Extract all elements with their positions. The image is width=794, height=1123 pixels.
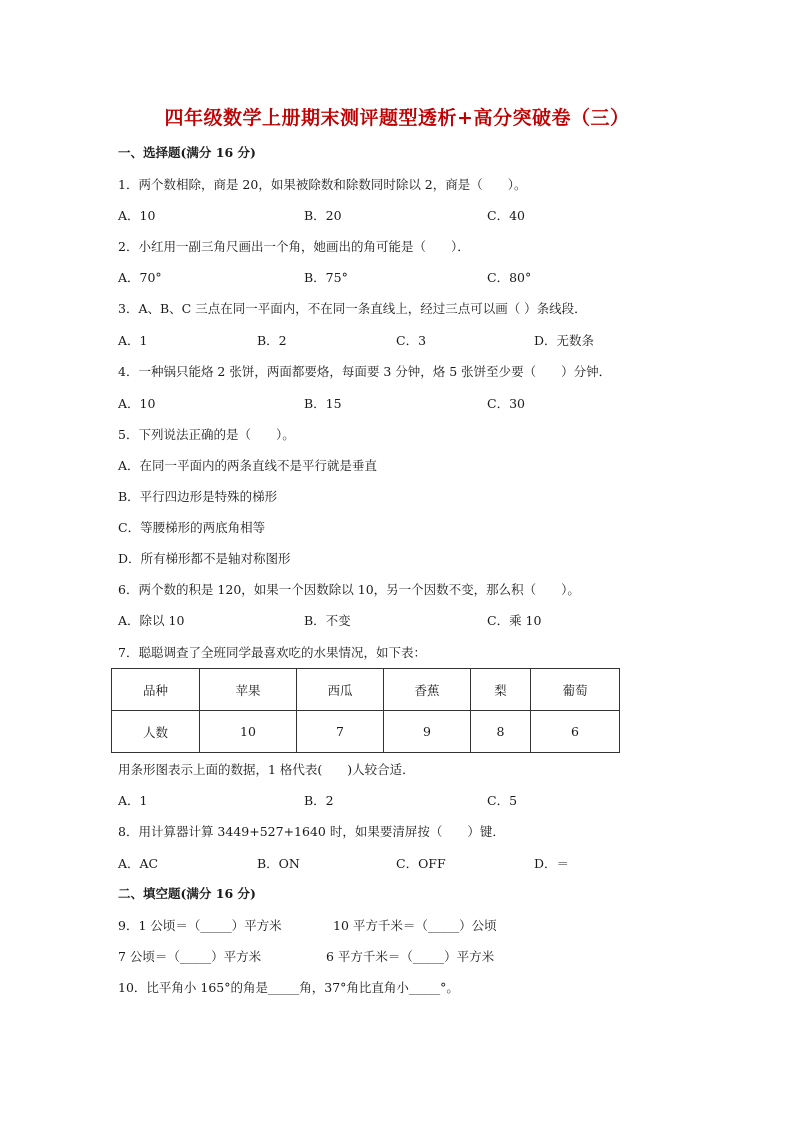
q8-option-b: B．ON — [257, 856, 300, 871]
question-3: 3．A、B、C 三点在同一平面内，不在同一条直线上，经过三点可以画（ ）条线段． — [118, 301, 587, 316]
question-10: 10．比平角小 165°的角是_____角，37°角比直角小_____°。 — [118, 980, 459, 995]
q6-option-a: A．除以 10 — [118, 613, 185, 628]
q3-option-b: B．2 — [257, 333, 287, 348]
q1-option-a: A．10 — [118, 208, 156, 223]
q4-option-a: A．10 — [118, 396, 156, 411]
q3-option-d: D．无数条 — [534, 333, 595, 348]
question-9-d: 6 平方千米＝（_____）平方米 — [326, 949, 495, 964]
question-5: 5．下列说法正确的是（ ）。 — [118, 427, 295, 442]
q1-option-b: B．20 — [304, 208, 342, 223]
q4-option-c: C．30 — [487, 396, 525, 411]
q7-option-b: B．2 — [304, 793, 334, 808]
question-6: 6．两个数的积是 120，如果一个因数除以 10，另一个因数不变，那么积（ ）。 — [118, 582, 580, 597]
question-4: 4．一种锅只能烙 2 张饼，两面都要烙，每面要 3 分钟，烙 5 张饼至少要（ ）分钟． — [118, 364, 612, 379]
q2-option-a: A．70° — [118, 270, 162, 285]
table-cell: 西瓜 — [297, 669, 384, 711]
page-title: 四年级数学上册期末测评题型透析+高分突破卷（三） — [164, 107, 630, 129]
q8-option-d: D．＝ — [534, 856, 570, 871]
question-7-prompt: 用条形图表示上面的数据，1 格代表( )人较合适． — [118, 762, 415, 777]
table-row — [112, 669, 620, 711]
table-cell: 梨 — [471, 669, 531, 711]
q7-option-c: C．5 — [487, 793, 518, 808]
table-cell: 10 — [200, 711, 297, 753]
q2-option-c: C．80° — [487, 270, 532, 285]
question-7: 7．聪聪调查了全班同学最喜欢吃的水果情况，如下表： — [118, 645, 426, 660]
table-cell: 葡萄 — [531, 669, 620, 711]
q3-option-c: C．3 — [396, 333, 427, 348]
table-cell: 7 — [297, 711, 384, 753]
table-cell: 6 — [531, 711, 620, 753]
q3-option-a: A．1 — [118, 333, 148, 348]
q5-option-d: D．所有梯形都不是轴对称图形 — [118, 551, 291, 566]
table-cell: 香蕉 — [384, 669, 471, 711]
q5-option-b: B．平行四边形是特殊的梯形 — [118, 489, 278, 504]
q4-option-b: B．15 — [304, 396, 342, 411]
table-cell: 9 — [384, 711, 471, 753]
table-cell: 苹果 — [200, 669, 297, 711]
q5-option-a: A．在同一平面内的两条直线不是平行就是垂直 — [118, 458, 378, 473]
question-8: 8．用计算器计算 3449+527+1640 时，如果要清屏按（ ）键． — [118, 824, 505, 839]
q2-option-b: B．75° — [304, 270, 348, 285]
q6-option-b: B．不变 — [304, 613, 351, 628]
q8-option-a: A．AC — [118, 856, 159, 871]
q1-option-c: C．40 — [487, 208, 525, 223]
question-2: 2．小红用一副三角尺画出一个角，她画出的角可能是（ ）． — [118, 239, 470, 254]
question-9-a: 9．1 公顷＝（_____）平方米 — [118, 918, 282, 933]
table-cell: 品种 — [112, 669, 200, 711]
question-9-c: 7 公顷＝（_____）平方米 — [118, 949, 262, 964]
q5-option-c: C．等腰梯形的两底角相等 — [118, 520, 266, 535]
q8-option-c: C．OFF — [396, 856, 446, 871]
fruit-survey-table — [111, 668, 620, 753]
table-cell: 8 — [471, 711, 531, 753]
question-9-b: 10 平方千米＝（_____）公顷 — [333, 918, 497, 933]
q6-option-c: C．乘 10 — [487, 613, 542, 628]
q7-option-a: A．1 — [118, 793, 148, 808]
section-heading-fill: 二、填空题(满分 16 分) — [118, 886, 256, 901]
table-cell: 人数 — [112, 711, 200, 753]
question-1: 1．两个数相除，商是 20，如果被除数和除数同时除以 2，商是（ ）。 — [118, 177, 527, 192]
section-heading-choice: 一、选择题(满分 16 分) — [118, 145, 256, 160]
table-row — [112, 711, 620, 753]
